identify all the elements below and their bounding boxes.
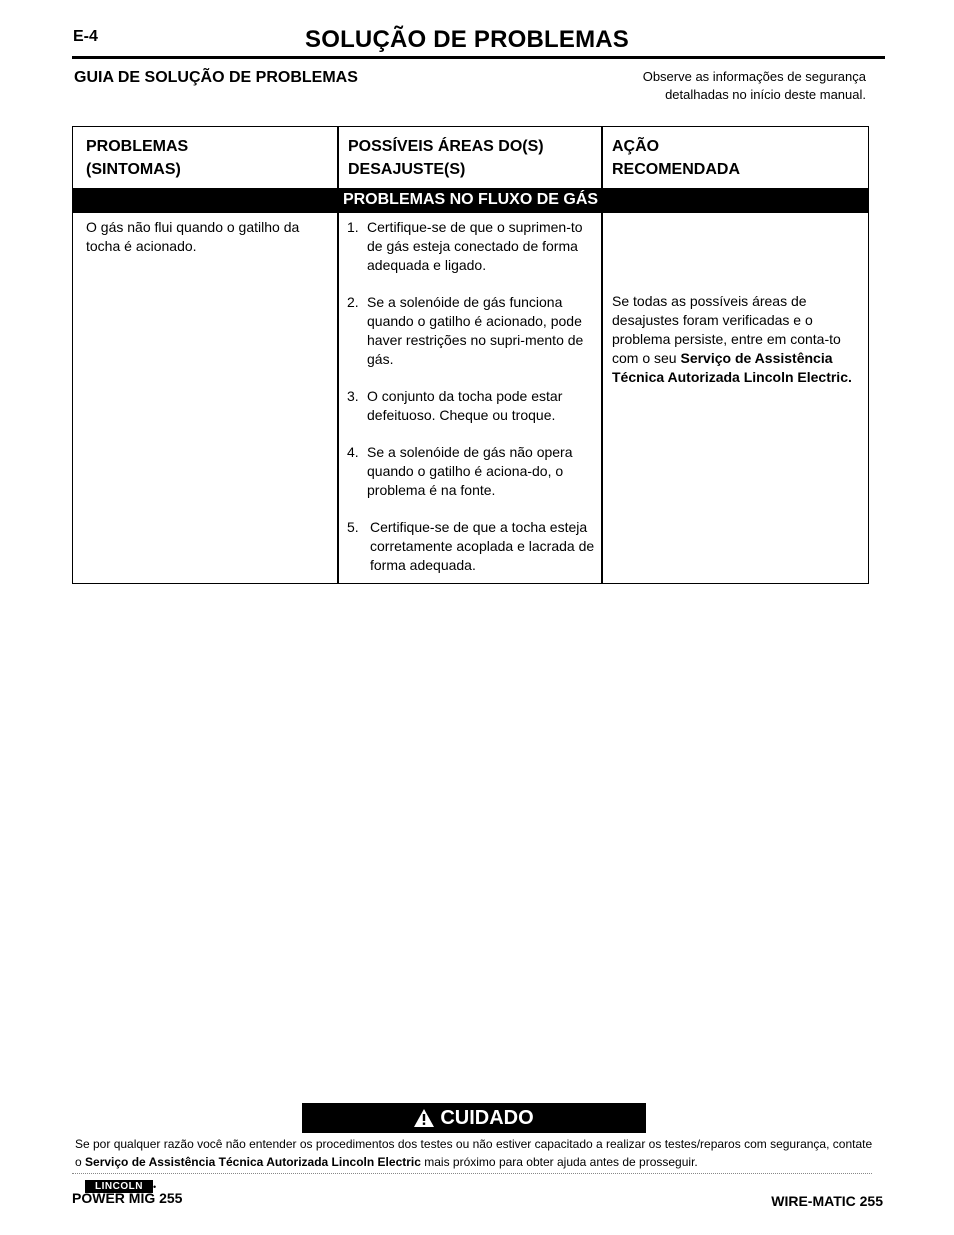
footer-model-right: WIRE-MATIC 255	[771, 1193, 883, 1209]
cause-text: Se a solenóide de gás não opera quando o gatilho é aciona-do, o problema é na fonte.	[367, 444, 573, 498]
title-divider	[72, 56, 885, 59]
header-line: POSSÍVEIS ÁREAS DO(S)	[348, 138, 544, 155]
column-header-causes	[348, 135, 593, 181]
column-header-action	[612, 135, 852, 181]
header-line: RECOMENDADA	[612, 161, 740, 178]
cause-item	[347, 387, 597, 425]
warning-triangle-icon	[414, 1106, 434, 1136]
action-text: Se todas as possíveis áreas de desajustes foram verificadas e o problema persiste, entre em conta-to com o seu	[612, 293, 841, 366]
header-line: AÇÃO	[612, 138, 660, 155]
page-title: SOLUÇÃO DE PROBLEMAS	[305, 26, 630, 53]
cause-item	[347, 443, 597, 500]
cause-number: 1.	[347, 219, 359, 235]
safety-note	[566, 68, 866, 104]
lincoln-logo: LINCOLN	[85, 1180, 153, 1193]
caution-banner	[302, 1103, 646, 1133]
caution-title: CUIDADO	[440, 1107, 534, 1129]
cause-number: 3.	[347, 388, 359, 404]
cause-number: 5.	[347, 519, 359, 535]
section-subtitle: GUIA DE SOLUÇÃO DE PROBLEMAS	[74, 69, 358, 86]
caution-text-part: mais próximo para obter ajuda antes de prosseguir.	[420, 1155, 698, 1169]
lincoln-logo-mark: •	[153, 1182, 157, 1192]
cause-number: 2.	[347, 294, 359, 310]
column-header-problems	[86, 135, 326, 181]
footer-model-left: POWER MIG 255	[72, 1190, 183, 1206]
troubleshooting-table	[72, 126, 869, 584]
symptom-text: O gás não flui quando o gatilho da tocha é acionado.	[86, 219, 300, 254]
safety-note-line: Observe as informações de segurança	[642, 69, 866, 84]
safety-note-line: detalhadas no início deste manual.	[665, 87, 866, 102]
cause-number: 4.	[347, 444, 359, 460]
caution-text	[75, 1135, 880, 1171]
header-line: PROBLEMAS	[86, 138, 189, 155]
page-number: E-4	[73, 28, 98, 45]
section-bar: PROBLEMAS NO FLUXO DE GÁS	[73, 188, 868, 213]
cause-text: Certifique-se de que a tocha esteja corretamente acoplada e lacrada de forma adequada.	[370, 519, 595, 573]
header-line: (SINTOMAS)	[86, 161, 181, 178]
header-line: DESAJUSTE(S)	[348, 161, 466, 178]
causes-list	[347, 218, 597, 593]
cause-item	[347, 293, 597, 369]
cause-text: O conjunto da tocha pode estar defeituoso. Cheque ou troque.	[367, 388, 563, 423]
recommended-action	[612, 292, 862, 387]
caution-service-name: Serviço de Assistência Técnica Autorizada Lincoln Electric	[85, 1155, 421, 1169]
action-service-name: Serviço de Assistência Técnica Autorizada Lincoln Electric.	[612, 350, 852, 385]
cause-text: Certifique-se de que o suprimen-to de gás esteja conectado de forma adequada e ligado.	[367, 219, 583, 273]
cause-item	[347, 218, 597, 275]
footer-divider	[72, 1173, 872, 1174]
caution-text-part: Se por qualquer razão você não entender os procedimentos dos testes ou não estiver capacitado a realizar os testes/reparos com segurança, contate o	[75, 1137, 873, 1169]
cause-text: Se a solenóide de gás funciona quando o gatilho é acionado, pode haver restrições no supri-mento de gás.	[367, 294, 584, 367]
cause-item	[347, 518, 597, 575]
